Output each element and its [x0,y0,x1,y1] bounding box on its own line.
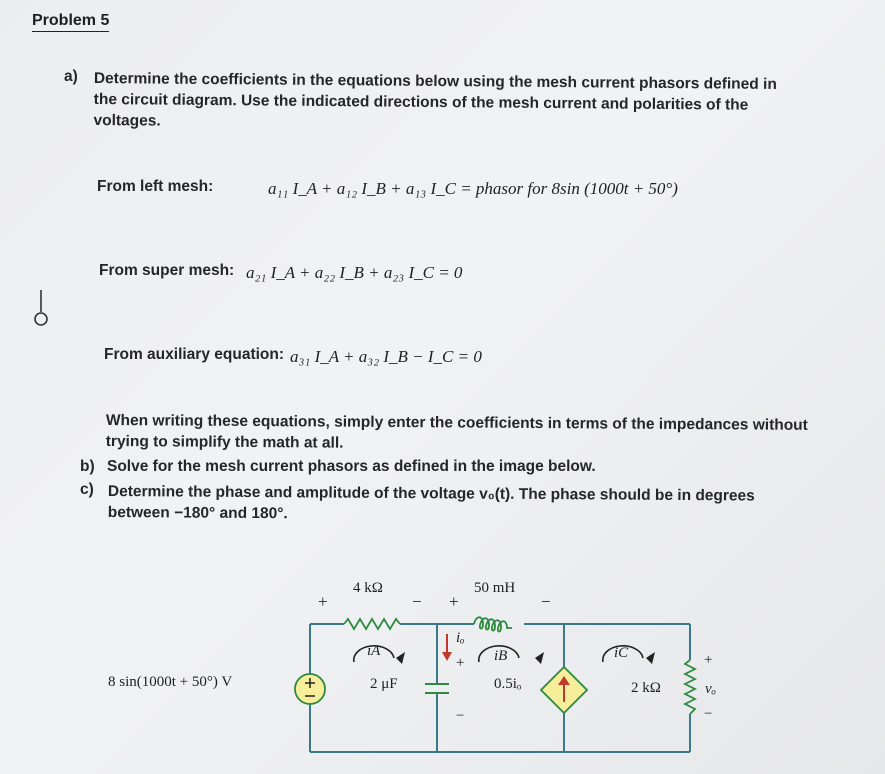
resistor-2k-label: 2 kΩ [631,680,661,696]
part-a-line-3: voltages. [93,111,161,130]
resistor-4k-label: 4 kΩ [353,580,383,596]
problem-title: Problem 5 [32,12,109,32]
mesh-b-label: iB [494,648,508,664]
io-label: iₒ [456,630,465,646]
capacitor-label: 2 μF [370,676,398,692]
vo-minus-sign: − [704,706,713,722]
mesh-c-arrowhead-icon [646,652,655,664]
left-mesh-label: From left mesh: [97,178,214,195]
ind-plus-sign: + [449,592,459,611]
part-c-line-1: Determine the phase and amplitude of the voltage v₀(t). The phase should be in degrees [107,482,755,505]
auxiliary-label: From auxiliary equation: [104,346,285,363]
mesh-b-arrowhead-icon [535,652,544,664]
capacitor-icon [425,684,449,693]
part-b-text: Solve for the mesh current phasors as defined in the image below. [107,458,596,475]
part-a-line-1: Determine the coefficients in the equations below using the mesh current phasors defined in [93,69,777,93]
dependent-source-icon [541,667,587,713]
mesh-a-arrowhead-icon [396,652,405,664]
super-mesh-label: From super mesh: [99,262,235,279]
inductor-label: 50 mH [474,580,516,596]
vo-label: vₒ [705,681,716,697]
auxiliary-equation: a₃₁ I_A + a₃₂ I_B − I_C = 0 [290,347,482,366]
part-c-marker: c) [80,481,94,498]
voltage-source-icon [295,674,325,704]
source-label: 8 sin(1000t + 50°) V [108,674,233,690]
part-a-line-2: the circuit diagram. Use the indicated directions of the mesh current and polarities of the [93,90,749,114]
part-a-marker: a) [64,68,78,85]
part-b-marker: b) [80,458,95,475]
left-mesh-equation: a₁₁ I_A + a₁₂ I_B + a₁₃ I_C = phasor for 8sin (1000t + 50°) [268,179,678,198]
vo-plus-sign: + [704,652,713,668]
note-line-2: trying to simplify the math at all. [105,432,344,452]
super-mesh-equation: a₂₁ I_A + a₂₂ I_B + a₂₃ I_C = 0 [246,263,463,282]
cap-plus-sign: + [456,655,465,671]
resistor-4k-icon [344,619,400,629]
r4k-minus-sign: − [412,592,422,611]
dependent-source-label: 0.5iₒ [494,676,522,692]
note-line-1: When writing these equations, simply enter the coefficients in terms of the impedances without [105,411,808,434]
inductor-icon [474,617,512,631]
cap-minus-sign: − [456,708,465,724]
mesh-a-label: iA [367,643,381,659]
part-c-line-2: between −180° and 180°. [107,503,288,523]
resistor-2k-icon [685,660,695,714]
ind-minus-sign: − [541,592,551,611]
r4k-plus-sign: + [318,592,328,611]
io-arrow-icon [442,634,452,661]
mesh-c-label: iC [614,645,629,661]
